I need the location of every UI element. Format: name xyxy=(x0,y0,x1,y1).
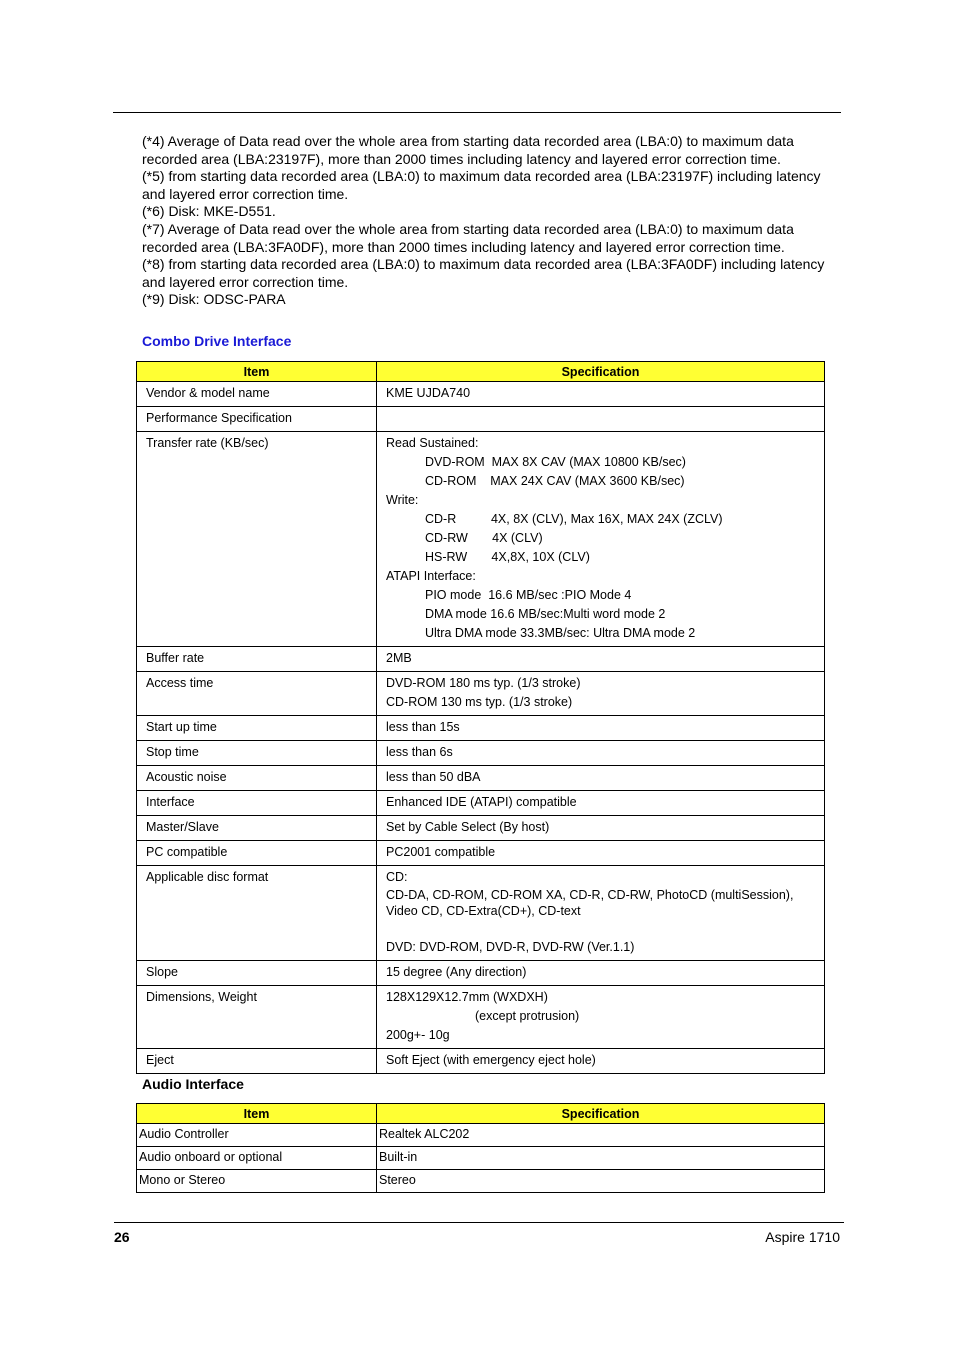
row-spec: KME UJDA740 xyxy=(377,382,825,407)
spec-line: Ultra DMA mode 33.3MB/sec: Ultra DMA mode 2 xyxy=(425,626,696,640)
table-row xyxy=(137,432,825,647)
table-header-row xyxy=(137,362,825,382)
row-item: Interface xyxy=(137,791,377,816)
table-row xyxy=(137,1147,825,1170)
table-header-row xyxy=(137,1104,825,1124)
header-specification: Specification xyxy=(377,1104,825,1124)
row-spec: 15 degree (Any direction) xyxy=(377,961,825,986)
spec-line: CD-ROM 130 ms typ. (1/3 stroke) xyxy=(386,695,573,709)
row-spec: Realtek ALC202 xyxy=(377,1124,825,1147)
row-item: PC compatible xyxy=(137,841,377,866)
row-spec: 2MB xyxy=(377,647,825,672)
table-row xyxy=(137,961,825,986)
row-spec xyxy=(377,407,825,432)
row-item: Mono or Stereo xyxy=(137,1170,377,1193)
table-row xyxy=(137,741,825,766)
row-spec xyxy=(377,432,825,647)
row-spec: PC2001 compatible xyxy=(377,841,825,866)
row-item: Master/Slave xyxy=(137,816,377,841)
spec-line: CD-R 4X, 8X (CLV), Max 16X, MAX 24X (ZCLV) xyxy=(425,512,723,526)
row-spec: less than 6s xyxy=(377,741,825,766)
row-item: Dimensions, Weight xyxy=(137,986,377,1049)
table-row xyxy=(137,382,825,407)
table-row xyxy=(137,986,825,1049)
spec-line: DVD-ROM 180 ms typ. (1/3 stroke) xyxy=(386,676,581,690)
table-row xyxy=(137,1124,825,1147)
header-item: Item xyxy=(137,1104,377,1124)
row-item: Performance Specification xyxy=(137,407,377,432)
header-item: Item xyxy=(137,362,377,382)
row-item: Transfer rate (KB/sec) xyxy=(137,432,377,647)
row-item: Audio Controller xyxy=(137,1124,377,1147)
spec-line: Write: xyxy=(386,493,419,507)
table-row xyxy=(137,791,825,816)
spec-line: CD: xyxy=(386,870,408,884)
table-row xyxy=(137,866,825,961)
row-spec: less than 15s xyxy=(377,716,825,741)
row-item: Vendor & model name xyxy=(137,382,377,407)
audio-interface-table xyxy=(136,1103,825,1193)
document-title: Aspire 1710 xyxy=(765,1229,840,1245)
spec-line: CD-ROM MAX 24X CAV (MAX 3600 KB/sec) xyxy=(425,474,685,488)
row-item: Eject xyxy=(137,1049,377,1074)
spec-line: Read Sustained: xyxy=(386,436,479,450)
table-row xyxy=(137,1170,825,1193)
table-row xyxy=(137,716,825,741)
row-item: Acoustic noise xyxy=(137,766,377,791)
row-spec xyxy=(377,986,825,1049)
spec-line: DVD-ROM MAX 8X CAV (MAX 10800 KB/sec) xyxy=(425,455,686,469)
spec-line: CD-RW 4X (CLV) xyxy=(425,531,543,545)
row-item: Slope xyxy=(137,961,377,986)
spec-line: 128X129X12.7mm (WXDXH) xyxy=(386,990,548,1004)
row-item: Access time xyxy=(137,672,377,716)
spec-line: DMA mode 16.6 MB/sec:Multi word mode 2 xyxy=(425,607,666,621)
spec-line: DVD: DVD-ROM, DVD-R, DVD-RW (Ver.1.1) xyxy=(386,940,635,954)
footnotes xyxy=(142,133,842,309)
audio-section-title: Audio Interface xyxy=(142,1076,244,1092)
table-row xyxy=(137,766,825,791)
table-row xyxy=(137,407,825,432)
row-spec: Enhanced IDE (ATAPI) compatible xyxy=(377,791,825,816)
table-row xyxy=(137,816,825,841)
row-spec: Stereo xyxy=(377,1170,825,1193)
row-spec xyxy=(377,866,825,961)
spec-line: CD-DA, CD-ROM, CD-ROM XA, CD-R, CD-RW, PhotoCD (multiSession), Video CD, CD-Extra(CD+), CD-text xyxy=(386,888,794,918)
row-item: Audio onboard or optional xyxy=(137,1147,377,1170)
page-number: 26 xyxy=(114,1229,130,1245)
bottom-rule xyxy=(114,1222,844,1223)
table-row xyxy=(137,1049,825,1074)
row-spec: Soft Eject (with emergency eject hole) xyxy=(377,1049,825,1074)
spec-line: ATAPI Interface: xyxy=(386,569,476,583)
spec-line: (except protrusion) xyxy=(475,1009,580,1023)
row-spec: less than 50 dBA xyxy=(377,766,825,791)
footnote-6: (*6) Disk: MKE-D551. xyxy=(142,203,276,220)
combo-section-title: Combo Drive Interface xyxy=(142,333,292,349)
footnote-4: (*4) Average of Data read over the whole area from starting data recorded area (LBA:0) to maximum data recorded area (LBA:23197F), more than 2000 times including latency and layered error correction time. xyxy=(142,133,794,167)
spec-line: PIO mode 16.6 MB/sec :PIO Mode 4 xyxy=(425,588,632,602)
spacer xyxy=(386,919,815,938)
table-row xyxy=(137,672,825,716)
row-item: Buffer rate xyxy=(137,647,377,672)
table-row xyxy=(137,647,825,672)
table-row xyxy=(137,841,825,866)
row-spec xyxy=(377,672,825,716)
row-item: Applicable disc format xyxy=(137,866,377,961)
row-spec: Set by Cable Select (By host) xyxy=(377,816,825,841)
row-spec: Built-in xyxy=(377,1147,825,1170)
spec-line: 200g+- 10g xyxy=(386,1028,450,1042)
footnote-5: (*5) from starting data recorded area (LBA:0) to maximum data recorded area (LBA:23197F) including latency and layered error correction time. xyxy=(142,168,821,202)
footnote-8: (*8) from starting data recorded area (LBA:0) to maximum data recorded area (LBA:3FA0DF) including latency and layered error correction time. xyxy=(142,256,825,290)
combo-drive-table xyxy=(136,361,825,1074)
header-specification: Specification xyxy=(377,362,825,382)
footnote-7: (*7) Average of Data read over the whole area from starting data recorded area (LBA:0) to maximum data recorded area (LBA:3FA0DF), more than 2000 times including latency and layered error correction time. xyxy=(142,220,794,255)
top-rule xyxy=(113,112,841,113)
footnote-9: (*9) Disk: ODSC-PARA xyxy=(142,291,286,308)
row-item: Start up time xyxy=(137,716,377,741)
spec-line: HS-RW 4X,8X, 10X (CLV) xyxy=(425,550,590,564)
row-item: Stop time xyxy=(137,741,377,766)
